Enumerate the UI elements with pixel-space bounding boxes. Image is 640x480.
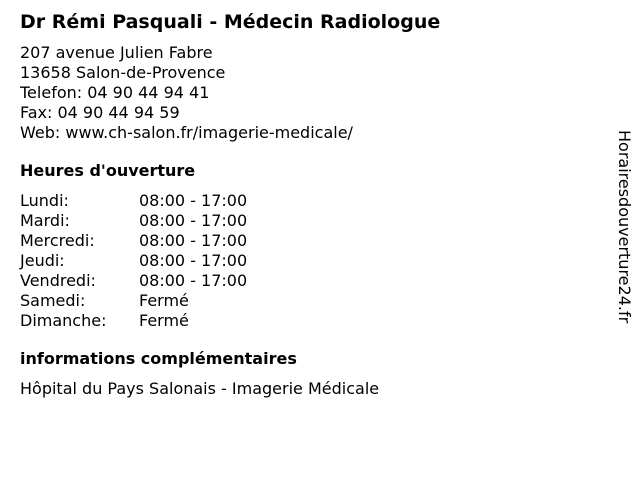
fax-number: Fax: 04 90 44 94 59 <box>20 103 180 122</box>
time-value: 08:00 - 17:00 <box>139 211 248 230</box>
time-value: 08:00 - 17:00 <box>139 191 248 210</box>
time-value: 08:00 - 17:00 <box>139 251 248 270</box>
time-value: Fermé <box>139 291 189 310</box>
hours-row-friday <box>20 271 600 291</box>
website-link[interactable]: Web: www.ch-salon.fr/imagerie-medicale/ <box>20 123 353 142</box>
day-label: Dimanche: <box>20 311 107 330</box>
opening-hours-table <box>20 191 600 331</box>
day-label: Mercredi: <box>20 231 95 250</box>
day-label: Vendredi: <box>20 271 96 290</box>
day-label: Mardi: <box>20 211 70 230</box>
day-label: Samedi: <box>20 291 86 310</box>
hours-row-saturday <box>20 291 600 311</box>
hours-row-monday <box>20 191 600 211</box>
address-street: 207 avenue Julien Fabre <box>20 43 213 62</box>
time-value: 08:00 - 17:00 <box>139 271 248 290</box>
time-value: 08:00 - 17:00 <box>139 231 248 250</box>
opening-hours-heading: Heures d'ouverture <box>20 161 196 180</box>
day-label: Jeudi: <box>20 251 65 270</box>
address-city: 13658 Salon-de-Provence <box>20 63 226 82</box>
hours-row-sunday <box>20 311 600 331</box>
contact-block <box>20 43 600 143</box>
additional-info-heading: informations complémentaires <box>20 349 297 368</box>
hours-row-wednesday <box>20 231 600 251</box>
additional-info-text: Hôpital du Pays Salonais - Imagerie Médicale <box>20 379 380 398</box>
hours-row-thursday <box>20 251 600 271</box>
hours-row-tuesday <box>20 211 600 231</box>
day-label: Lundi: <box>20 191 69 210</box>
site-watermark: Horairesdouverture24.fr <box>615 130 634 324</box>
time-value: Fermé <box>139 311 189 330</box>
phone-number: Telefon: 04 90 44 94 41 <box>20 83 210 102</box>
practice-card <box>20 10 600 399</box>
page-title: Dr Rémi Pasquali - Médecin Radiologue <box>20 11 441 33</box>
